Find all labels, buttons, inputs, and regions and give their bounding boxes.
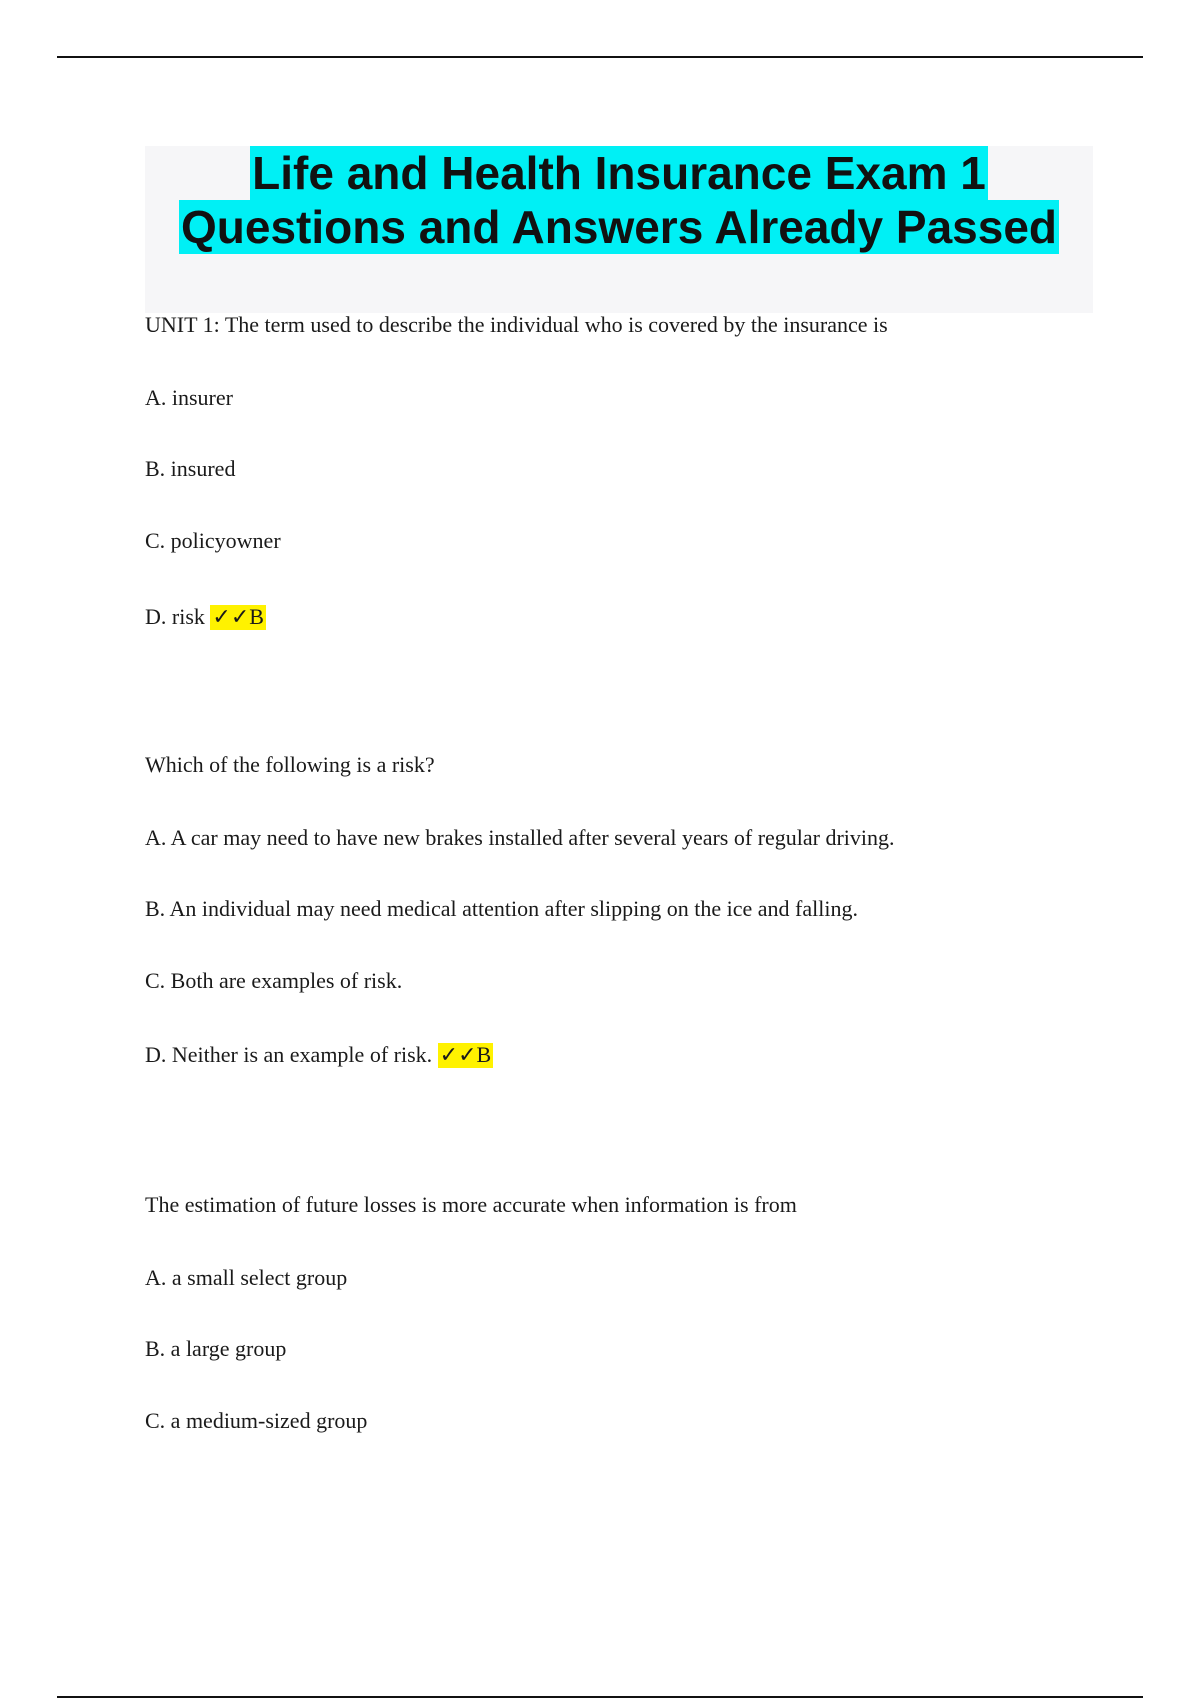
footer-rule <box>57 1696 1143 1698</box>
question-2-prompt: Which of the following is a risk? <box>145 752 435 777</box>
question-1-option-a: A. insurer <box>145 385 233 410</box>
check-mark-icon: ✓✓ <box>439 1043 477 1068</box>
question-3-option-c: C. a medium-sized group <box>145 1408 368 1433</box>
question-2-answer-letter: B <box>476 1042 492 1067</box>
question-1-option-c: C. policyowner <box>145 528 281 553</box>
question-3-option-b: B. a large group <box>145 1336 287 1361</box>
question-1-option-d-text: D. risk <box>145 604 205 629</box>
title-line-1: Life and Health Insurance Exam 1 <box>252 147 986 199</box>
question-1-answer <box>210 605 266 630</box>
question-3-option-a: A. a small select group <box>145 1265 348 1290</box>
title-line-2: Questions and Answers Already Passed <box>180 201 1058 253</box>
question-2-option-d-text: D. Neither is an example of risk. <box>145 1042 433 1067</box>
question-2-option-c: C. Both are examples of risk. <box>145 968 403 993</box>
question-1-answer-letter: B <box>249 604 264 629</box>
document-title <box>145 146 1093 313</box>
question-1-option-d <box>145 603 266 632</box>
question-3-prompt: The estimation of future losses is more accurate when information is from <box>145 1192 797 1217</box>
header-rule <box>57 56 1143 58</box>
question-1-prompt: UNIT 1: The term used to describe the individual who is covered by the insurance is <box>145 312 888 337</box>
question-1-option-b: B. insured <box>145 456 236 481</box>
check-mark-icon: ✓✓ <box>212 605 250 630</box>
question-2-option-b: B. An individual may need medical attention after slipping on the ice and falling. <box>145 896 858 921</box>
question-2-option-a: A. A car may need to have new brakes installed after several years of regular driving. <box>145 825 895 850</box>
question-2-answer <box>438 1043 494 1068</box>
question-2-option-d <box>145 1041 493 1070</box>
